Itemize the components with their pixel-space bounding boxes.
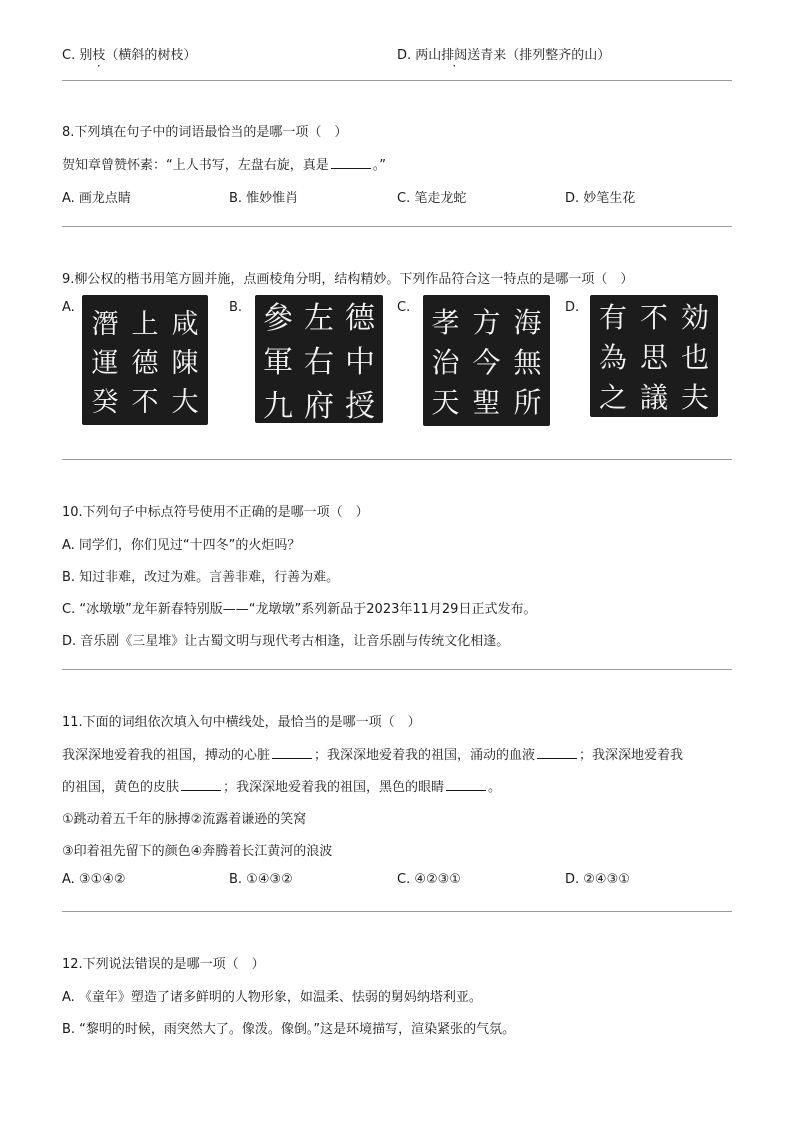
calligraphy-glyph: 參 <box>263 301 293 336</box>
question-11-stem: 11.下面的词组依次填入句中横线处，最恰当的是哪一项（ ） <box>62 715 421 730</box>
calligraphy-glyph: 有 <box>598 301 627 334</box>
calligraphy-glyph: 左 <box>304 301 334 336</box>
question-12-stem: 12.下列说法错误的是哪一项（ ） <box>62 957 265 972</box>
q8-option-c[interactable]: C. 笔走龙蛇 <box>397 191 467 206</box>
calligraphy-glyph: 思 <box>639 341 668 374</box>
divider <box>62 669 732 670</box>
q7-option-c: C. 别枝（横斜的树枝） <box>62 48 197 63</box>
calligraphy-glyph: 上 <box>131 308 159 340</box>
q11-option-d[interactable]: D. ②④③① <box>565 872 630 887</box>
q11-option-b[interactable]: B. ①④③② <box>229 872 293 887</box>
calligraphy-glyph: 咸 <box>171 308 199 340</box>
calligraphy-glyph: 授 <box>345 389 375 424</box>
q10-option-c[interactable]: C. “冰墩墩”龙年新春特别版——“龙墩墩”系列新品于2023年11月29日正式发布。 <box>62 602 537 617</box>
calligraphy-glyph: 議 <box>639 381 668 414</box>
calligraphy-glyph: 方 <box>472 305 501 339</box>
q12-option-b[interactable]: B. “黎明的时候，雨突然大了。像泼。像倒。”这是环境描写，渲染紧张的气氛。 <box>62 1022 516 1037</box>
calligraphy-glyph: 聖 <box>472 385 501 419</box>
question-8-stem: 8.下列填在句子中的词语最恰当的是哪一项（ ） <box>62 125 348 140</box>
question-11-items-1: ①跳动着五千年的脉搏②流露着谦逊的笑窝 <box>62 812 307 827</box>
question-11-items-2: ③印着祖先留下的颜色④奔腾着长江黄河的浪波 <box>62 844 333 859</box>
calligraphy-image-d[interactable] <box>590 295 718 417</box>
calligraphy-glyph: 九 <box>263 389 293 424</box>
question-10-stem: 10.下列句子中标点符号使用不正确的是哪一项（ ） <box>62 505 369 520</box>
calligraphy-glyph: 無 <box>513 345 542 379</box>
calligraphy-glyph: 右 <box>304 345 334 380</box>
calligraphy-glyph: 不 <box>639 301 668 334</box>
q7-option-d: D. 两山排闼送青来（排列整齐的山） <box>397 48 611 63</box>
q10-option-a[interactable]: A. 同学们，你们见过“十四冬”的火炬吗？ <box>62 538 301 553</box>
calligraphy-image-c[interactable] <box>423 295 550 426</box>
calligraphy-glyph: 効 <box>680 301 709 334</box>
fill-blank <box>181 789 221 791</box>
calligraphy-glyph: 潛 <box>91 308 119 340</box>
calligraphy-glyph: 中 <box>345 345 375 380</box>
calligraphy-glyph: 夫 <box>680 381 709 414</box>
q9-option-b-label[interactable]: B. <box>229 300 243 315</box>
fill-blank <box>446 789 486 791</box>
calligraphy-glyph: 陳 <box>171 347 199 379</box>
calligraphy-glyph: 德 <box>345 301 375 336</box>
q8-option-a[interactable]: A. 画龙点睛 <box>62 191 131 206</box>
question-11-sentence-line-2: 的祖国，黄色的皮肤 ；我深深地爱着我的祖国，黑色的眼睛 。 <box>62 780 502 795</box>
question-11-sentence-line-1: 我深深地爱着我的祖国，搏动的心脏 ；我深深地爱着我的祖国，涌动的血液 ；我深深地爱着我 <box>62 748 684 763</box>
divider <box>62 226 732 227</box>
q11-option-a[interactable]: A. ③①④② <box>62 872 126 887</box>
calligraphy-glyph: 大 <box>171 386 199 418</box>
calligraphy-glyph: 所 <box>513 385 542 419</box>
q9-option-c-label[interactable]: C. <box>397 300 411 315</box>
q11-option-c[interactable]: C. ④②③① <box>397 872 461 887</box>
q8-option-b[interactable]: B. 惟妙惟肖 <box>229 191 299 206</box>
calligraphy-glyph: 癸 <box>91 386 119 418</box>
calligraphy-glyph: 軍 <box>263 345 293 380</box>
fill-blank <box>272 757 312 759</box>
q9-option-a-label[interactable]: A. <box>62 300 75 315</box>
calligraphy-glyph: 之 <box>598 381 627 414</box>
q8-option-d[interactable]: D. 妙笔生花 <box>565 191 636 206</box>
emphasis-dotted-text: 枝 <box>92 48 106 63</box>
calligraphy-glyph: 府 <box>304 389 334 424</box>
calligraphy-glyph: 天 <box>431 385 460 419</box>
calligraphy-glyph: 今 <box>472 345 501 379</box>
calligraphy-glyph: 運 <box>91 347 119 379</box>
calligraphy-glyph: 不 <box>131 386 159 418</box>
calligraphy-image-b[interactable] <box>255 295 383 423</box>
q12-option-a[interactable]: A. 《童年》塑造了诸多鲜明的人物形象，如温柔、怯弱的舅妈纳塔利亚。 <box>62 990 482 1005</box>
fill-blank <box>331 167 371 169</box>
calligraphy-glyph: 德 <box>131 347 159 379</box>
calligraphy-glyph: 為 <box>598 341 627 374</box>
question-9-stem: 9.柳公权的楷书用笔方圆并施，点画棱角分明，结构精妙。下列作品符合这一特点的是哪一项（ ） <box>62 272 634 287</box>
q10-option-b[interactable]: B. 知过非难，改过为难。言善非难，行善为难。 <box>62 570 340 585</box>
calligraphy-glyph: 也 <box>680 341 709 374</box>
q10-option-d[interactable]: D. 音乐剧《三星堆》让古蜀文明与现代考古相逢，让音乐剧与传统文化相逢。 <box>62 634 510 649</box>
divider <box>62 459 732 460</box>
fill-blank <box>537 757 577 759</box>
calligraphy-glyph: 海 <box>513 305 542 339</box>
divider <box>62 80 732 81</box>
divider <box>62 911 732 912</box>
emphasis-dotted-text: 排闼 <box>441 48 468 63</box>
calligraphy-image-a[interactable] <box>82 295 208 425</box>
calligraphy-glyph: 治 <box>431 345 460 379</box>
calligraphy-glyph: 孝 <box>431 305 460 339</box>
q9-option-d-label[interactable]: D. <box>565 300 580 315</box>
question-8-sentence: 贺知章曾赞怀素：“上人书写，左盘右旋，真是 。” <box>62 158 386 173</box>
